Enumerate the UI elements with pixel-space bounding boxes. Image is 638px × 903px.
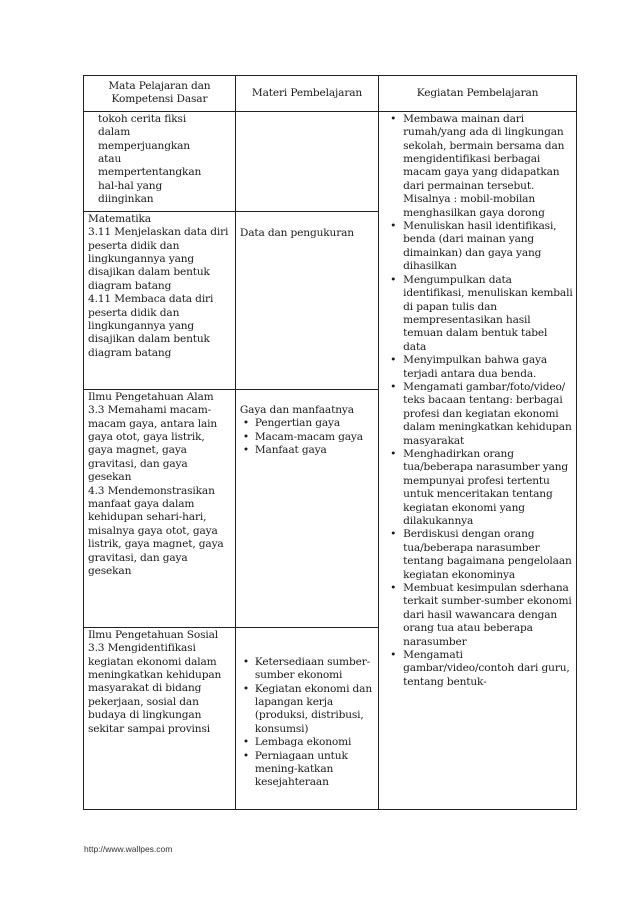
- competency-number: 3.11: [88, 226, 111, 239]
- competency-cell: [84, 111, 236, 211]
- list-item: • Kegiatan ekonomi dan lapangan kerja (produksi, distribusi, konsumsi): [240, 683, 375, 737]
- footer-url: http://www.wallpes.com: [84, 844, 173, 854]
- material-title: Data dan pengukuran: [239, 226, 354, 239]
- list-item: • Menuliskan hasil identifikasi, benda (dari mainan yang dimainkan) dan gaya yang dihasilkan: [383, 220, 573, 274]
- material-list: [240, 656, 375, 790]
- subject-title: Ilmu Pengetahuan Alam: [88, 390, 214, 403]
- competency-text: Membaca data diri peserta didik dan lingkungannya yang disajikan dalam bentuk diagram batang: [88, 293, 214, 359]
- list-item: • Membuat kesimpulan sderhana terkait sumber-sumber ekonomi dari hasil wawancara dengan orang tua atau beberapa narasumber: [383, 582, 573, 649]
- header-subject-competency: Mata Pelajaran dan Kompetensi Dasar: [84, 76, 236, 112]
- subject-title: Ilmu Pengetahuan Sosial: [88, 628, 219, 641]
- competency-item: 4.3 Mendemonstrasikan manfaat gaya dalam kehidupan sehari-hari, misalnya gaya otot, gaya listrik, gaya magnet, gaya gravitasi, dan gaya gesekan: [88, 484, 224, 578]
- activity-cell: [379, 111, 577, 809]
- list-item: • Mengumpulkan data identifikasi, menuliskan kembali di papan tulis dan mempresentasikan hasil temuan dalam bentuk tabel data: [383, 274, 573, 354]
- material-cell: [235, 627, 378, 809]
- list-item: • Membawa mainan dari rumah/yang ada di lingkungan sekolah, bermain bersama dan mengidentifikasi berbagai macam gaya yang didapatkan dari permainan tersebut. Misalnya : mobil-mobilan menghasilkan gaya dorong: [383, 113, 573, 220]
- list-item: • Menyimpulkan bahwa gaya terjadi antara dua benda.: [383, 354, 573, 381]
- list-item: • Berdiskusi dengan orang tua/beberapa narasumber tentang bagaimana pengelolaan kegiatan ekonominya: [383, 528, 573, 582]
- list-item: • Ketersediaan sumber-sumber ekonomi: [240, 656, 375, 683]
- list-item: • Mengamati gambar/foto/video/ teks bacaan tentang: berbagai profesi dan kegiatan ekonomi dalam meningkatkan kehidupan masyarakat: [383, 381, 573, 448]
- list-item: • Menghadirkan orang tua/beberapa narasumber yang mempunyai profesi tertentu untuk menceritakan tentang kegiatan ekonomi yang dilakukannya: [383, 448, 573, 528]
- material-list: [240, 417, 375, 457]
- material-cell: [235, 211, 378, 389]
- table-header-row: [84, 76, 577, 112]
- list-item: • Perniagaan untuk mening-katkan kesejahteraan: [240, 750, 375, 790]
- curriculum-table: [83, 75, 577, 810]
- competency-number: 4.11: [88, 293, 111, 306]
- material-cell: [235, 389, 378, 627]
- list-item: • Pengertian gaya: [240, 417, 375, 430]
- list-item: • Lembaga ekonomi: [240, 736, 375, 749]
- competency-continuation: tokoh cerita fiksi dalam memperjuangkan atau mempertentangkan hal-hal yang diinginkan: [98, 112, 202, 206]
- competency-item: 3.3 Memahami macam-macam gaya, antara lain gaya otot, gaya listrik, gaya magnet, gaya gravitasi, dan gaya gesekan: [88, 404, 218, 484]
- competency-item: [88, 293, 232, 360]
- competency-cell: [84, 389, 236, 627]
- competency-cell: [84, 627, 236, 809]
- activity-list: [383, 113, 573, 689]
- competency-item: 3.3 Mengidentifikasi kegiatan ekonomi dalam meningkatkan kehidupan masyarakat di bidang pekerjaan, sosial dan budaya di lingkungan sekitar sampai provinsi: [88, 642, 222, 735]
- list-item: • Mengamati gambar/video/contoh dari guru, tentang bentuk-: [383, 649, 573, 689]
- table-row: [84, 111, 577, 211]
- list-item: • Manfaat gaya: [240, 444, 375, 457]
- list-item: • Macam-macam gaya: [240, 431, 375, 444]
- material-title: Gaya dan manfaatnya: [239, 403, 354, 416]
- material-cell: [235, 111, 378, 211]
- competency-item: [88, 226, 232, 293]
- competency-cell: [84, 211, 236, 389]
- subject-title: Matematika: [88, 212, 151, 225]
- header-learning-activity: Kegiatan Pembelajaran: [379, 76, 577, 112]
- header-learning-material: Materi Pembelajaran: [235, 76, 378, 112]
- competency-text: Menjelaskan data diri peserta didik dan lingkungannya yang disajikan dalam bentuk diagram batang: [88, 226, 229, 292]
